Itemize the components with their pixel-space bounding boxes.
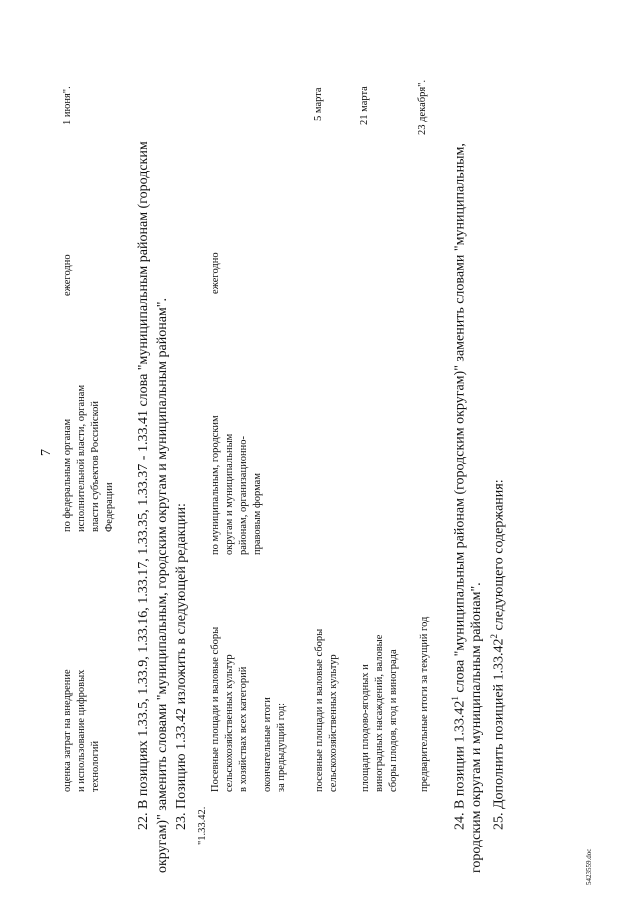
paragraph-22-line-1: 22. В позициях 1.33.5, 1.33.9, 1.33.16, 1.33.17, 1.33.35, 1.33.37 - 1.33.41 слова "муниципальным районам (городским (136, 141, 151, 830)
block-4-line-1: площади плодово-ягодных и (360, 664, 371, 792)
new-frequency: ежегодно (210, 252, 221, 294)
prev-frequency: ежегодно (62, 254, 73, 296)
block-5: предварительные итоги за текущий год (419, 616, 430, 792)
page-number: 7 (39, 449, 54, 456)
new-agency-line-2: округам и муниципальным (224, 433, 235, 555)
prev-item-line-2: и использование цифровых (76, 669, 87, 792)
deadline-1: 5 марта (313, 87, 324, 121)
prev-agency-line-3: власти субъектов Российской (90, 400, 101, 532)
prev-agency-line-2: исполнительной власти, органам (76, 384, 87, 532)
block-3-line-1: посевные площади и валовые сборы (314, 628, 325, 792)
footer-filename: 5423559.doc (585, 848, 593, 885)
paragraph-24-line-2: городским округам и муниципальным районам". (469, 582, 484, 873)
new-agency-line-3: районам, организационно- (238, 436, 249, 555)
deadline-3: 23 декабря". (417, 79, 428, 135)
block-1-line-3: в хозяйствах всех категорий (238, 666, 249, 792)
paragraph-22-line-2: округам)" заменить словами "муниципальным, городским округам и муниципальным районам". (155, 298, 170, 873)
block-2-line-1: окончательные итоги (262, 697, 273, 792)
block-2-line-2: за предыдущий год: (276, 702, 287, 792)
prev-agency-line-1: по федеральным органам (62, 418, 73, 532)
table-code: "1.33.42. (197, 806, 208, 845)
new-agency-line-4: правовым формам (252, 473, 263, 555)
paragraph-25: 25. Дополнить позицией 1.33.42$^2$ следующего содержания: (489, 479, 507, 830)
block-4-line-2: виноградных насаждений, валовые (374, 634, 385, 792)
paragraph-24-line-1: 24. В позиции 1.33.42$^1$ слова "муниципальным районам (городским округам)" заменить словами "муниципальным, (450, 143, 468, 830)
prev-agency-line-4: Федерации (104, 482, 115, 532)
prev-deadline: 1 июня". (62, 86, 73, 125)
new-agency-line-1: по муниципальным, городским (210, 415, 221, 555)
prev-item-line-3: технологий (90, 740, 101, 792)
deadline-2: 21 марта (359, 86, 370, 125)
prev-item-line-1: оценка затрат на внедрение (62, 669, 73, 792)
block-3-line-2: сельскохозяйственных культур (328, 654, 339, 792)
block-4-line-3: сборы плодов, ягод и винограда (388, 649, 399, 792)
block-1-line-1: Посевные площади и валовые сборы (210, 626, 221, 792)
block-1-line-2: сельскохозяйственных культур (224, 654, 235, 792)
paragraph-23: 23. Позицию 1.33.42 изложить в следующей редакции: (174, 503, 189, 830)
